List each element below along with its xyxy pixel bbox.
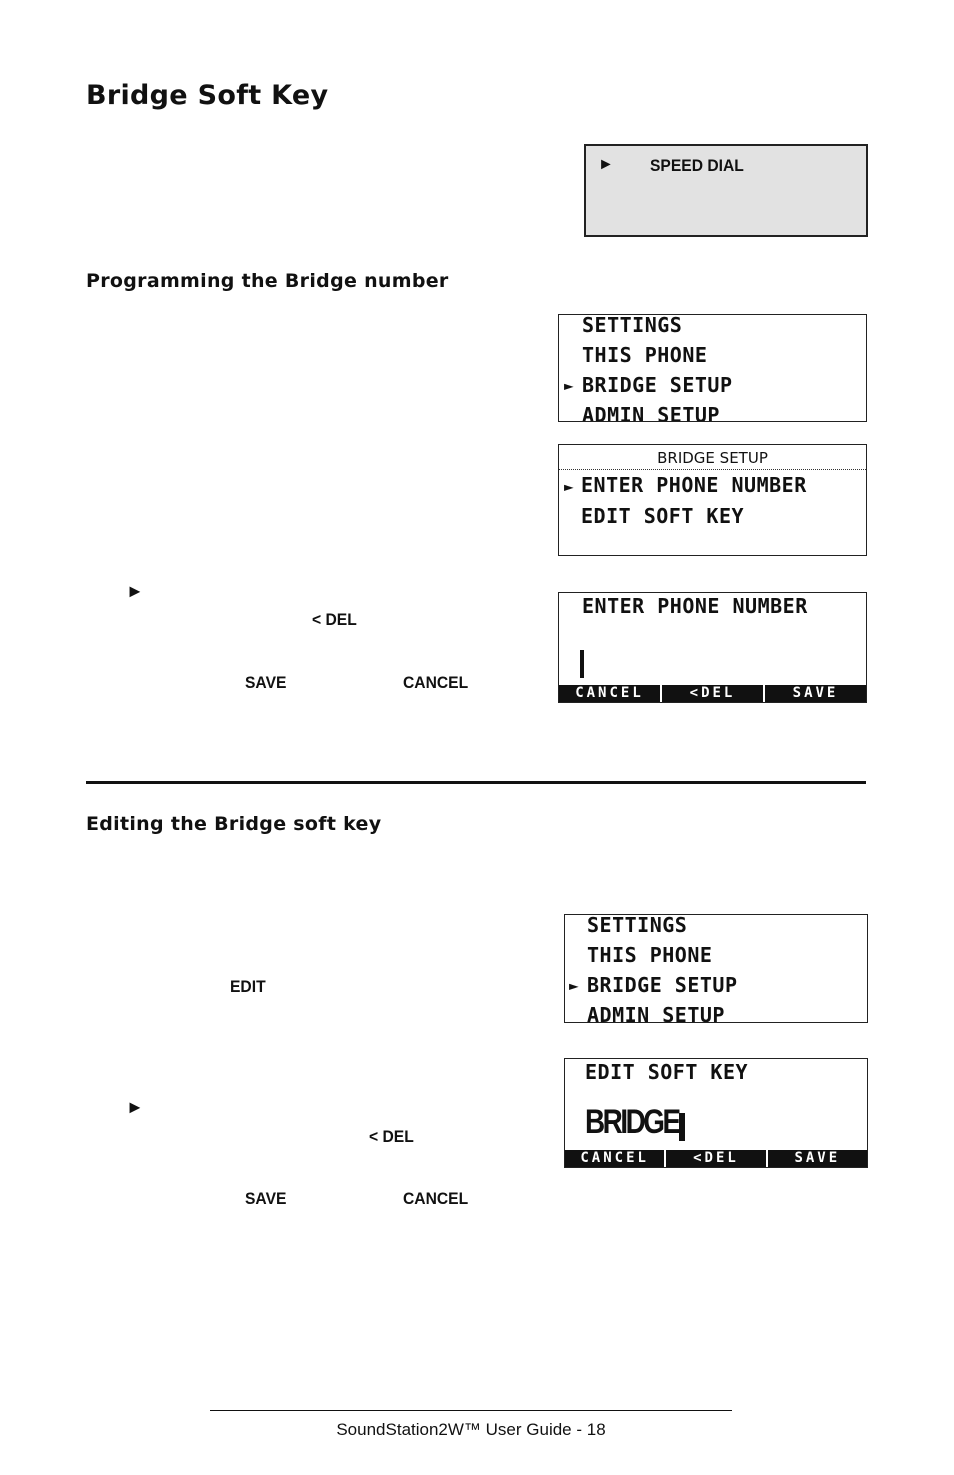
menu-item-bridge-setup: BRIDGE SETUP [582,373,733,397]
text-cursor [679,1113,685,1141]
menu-item-edit-soft-key: EDIT SOFT KEY [581,504,745,528]
menu-item-this-phone: THIS PHONE [582,343,708,367]
lcd-edit-soft-key [564,1058,868,1168]
menu-item-admin-setup: ADMIN SETUP [587,1003,725,1023]
footer-divider [210,1410,732,1411]
page-footer: SoundStation2W™ User Guide - 18 [336,1420,606,1439]
speed-dial-label: SPEED DIAL [650,156,744,175]
selection-arrow-icon: ► [569,976,580,995]
softkey-save[interactable]: SAVE [792,685,839,701]
section-title-programming: Programming the Bridge number [86,270,449,292]
menu-item-settings: SETTINGS [582,314,683,337]
menu-item-enter-phone-number: ENTER PHONE NUMBER [581,473,807,497]
lcd-title-enter-phone: ENTER PHONE NUMBER [582,594,808,618]
lcd-bridge-setup [558,444,867,556]
lcd-header-bridge-setup: BRIDGE SETUP [559,445,866,470]
save-key-text: SAVE [245,1189,287,1208]
selection-arrow-icon: ► [564,477,575,496]
menu-item-bridge-setup: BRIDGE SETUP [587,973,738,997]
softkey-del[interactable]: <DEL [662,685,765,702]
softkey-name-value: BRIDGE [585,1103,679,1141]
arrow-key-icon: ► [126,1097,144,1117]
lcd-settings-menu-2 [564,914,868,1023]
del-key-text: < DEL [312,610,357,629]
selection-arrow-icon: ► [564,376,575,395]
section-title-editing: Editing the Bridge soft key [86,813,382,835]
edit-key-text: EDIT [230,977,266,996]
speed-dial-display [584,144,868,237]
cancel-key-text: CANCEL [403,1189,469,1208]
page-title: Bridge Soft Key [86,80,329,111]
softkey-cancel[interactable]: CANCEL [565,1150,666,1167]
softkey-cancel[interactable]: CANCEL [559,685,662,702]
del-key-text: < DEL [369,1127,414,1146]
lcd-title-edit-soft-key: EDIT SOFT KEY [585,1060,749,1084]
softkey-save[interactable]: SAVE [794,1150,841,1166]
text-cursor [580,650,584,678]
softkey-del[interactable]: <DEL [666,1150,767,1167]
arrow-key-icon: ► [126,581,144,601]
softkey-bar [559,685,866,702]
lcd-enter-phone-number [558,592,867,703]
section-divider [86,781,866,784]
menu-item-this-phone: THIS PHONE [587,943,713,967]
lcd-settings-menu-1 [558,314,867,422]
softkey-bar [565,1150,867,1167]
menu-item-settings: SETTINGS [587,914,688,937]
cancel-key-text: CANCEL [403,673,469,692]
menu-item-admin-setup: ADMIN SETUP [582,403,720,422]
save-key-text: SAVE [245,673,287,692]
selection-arrow-icon: ► [598,156,614,173]
